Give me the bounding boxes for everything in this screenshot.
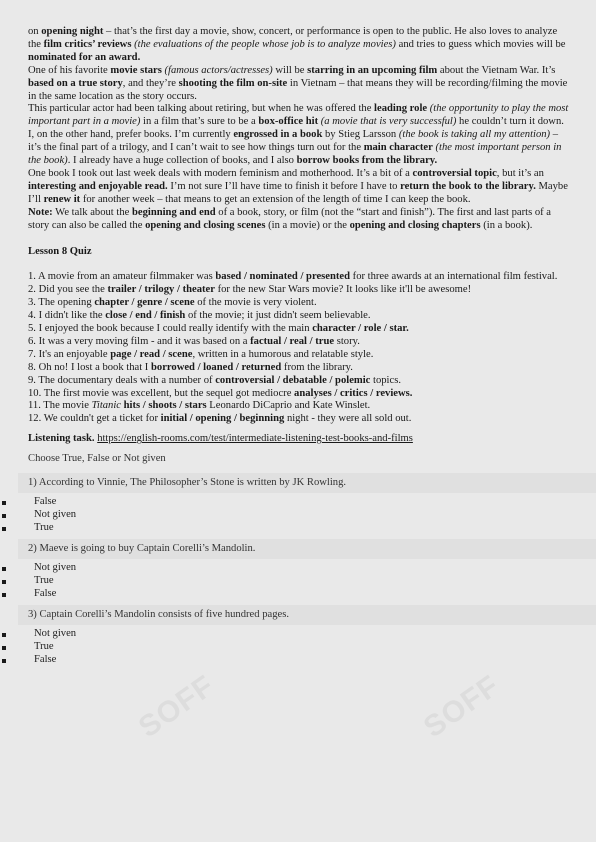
text-run: 2. Did you see the [28, 284, 108, 296]
text-run: I, on the other hand, prefer books. I’m currently [28, 129, 234, 141]
bold-term: beginning and end [132, 206, 216, 218]
answer-option[interactable]: Not given [26, 562, 570, 575]
text-run: 1. A movie from an amateur filmmaker was [28, 271, 216, 283]
text-run: 6. It was a very moving film - and it was based on a [28, 335, 251, 347]
intro-paragraph [28, 129, 570, 168]
bold-term: opening and closing chapters [349, 219, 481, 231]
quiz-item [28, 310, 570, 323]
option-list [28, 496, 570, 535]
bold-term: page / read / scene [110, 348, 193, 360]
text-run: . I already have a huge collection of books, and I also [67, 155, 297, 167]
text-run: , and they’re [122, 77, 179, 89]
option-list [28, 628, 570, 667]
text-run: – it’s the final part of a trilogy, and I can’t wait to see how things turn out for the [28, 129, 559, 154]
quiz-item [28, 297, 570, 310]
quiz-title: Lesson 8 Quiz [28, 245, 92, 257]
intro-paragraph [28, 103, 570, 129]
text-run: (in a book). [480, 219, 533, 231]
bold-term: starring in an upcoming film [307, 64, 438, 76]
text-run: Leonardo DiCaprio and Kate Winslet. [206, 400, 371, 412]
listening-line [28, 433, 570, 446]
text-run: 5. I enjoyed the book because I could really identify with the main [28, 323, 313, 335]
text-run: of the movie is very violent. [194, 297, 317, 309]
bold-term: shooting the film on-site [178, 77, 288, 89]
answer-option[interactable]: True [26, 522, 570, 535]
bold-term: return the book to the library. [400, 180, 536, 192]
bold-term: opening night [41, 26, 104, 37]
italic-gloss: Titanic [91, 400, 121, 412]
answer-option[interactable]: Not given [26, 628, 570, 641]
text-run: This particular actor had been talking about retiring, but when he was offered the [28, 103, 375, 115]
answer-option[interactable]: True [26, 641, 570, 654]
text-run: about the Vietnam War. It’s [437, 64, 556, 76]
quiz-item [28, 388, 570, 401]
bold-term: renew it [43, 193, 81, 205]
bold-term: factual / real / true [250, 335, 335, 347]
text-run: for the new Star Wars movie? It looks like it'll be awesome! [214, 284, 472, 296]
text-run: 9. The documentary deals with a number of [28, 374, 216, 386]
quiz-item [28, 336, 570, 349]
quiz-item [28, 284, 570, 297]
bold-term: film critics’ reviews [43, 38, 132, 50]
question-text: 1) According to Vinnie, The Philosopher’s Stone is written by JK Rowling. [18, 473, 596, 493]
watermark-logo [380, 660, 506, 770]
bold-term: box-office hit [258, 116, 319, 128]
text-run: I’m not sure I’ll have time to finish it before I have to [167, 180, 401, 192]
bold-term: Note: [28, 206, 53, 218]
quiz-item [28, 323, 570, 336]
questions-section [28, 473, 570, 667]
bold-term: close / end / finish [105, 310, 186, 322]
text-run: for another week – that means to get an extension of the length of time I can keep the book. [80, 193, 471, 205]
bold-term: initial / opening / beginning [160, 413, 285, 425]
question-text: 2) Maeve is going to buy Captain Corelli’s Mandolin. [18, 539, 596, 559]
bold-term: analyses / critics / reviews. [294, 387, 413, 399]
text-run: will be [272, 64, 308, 76]
text-run: he couldn’t turn it down. [456, 116, 564, 128]
intro-paragraph [28, 168, 570, 207]
text-run: night - they were all sold out. [284, 413, 412, 425]
intro-paragraph [28, 207, 570, 233]
bold-term: interesting and enjoyable read. [28, 180, 168, 192]
italic-gloss: (the most important person in the book) [28, 142, 562, 167]
answer-option[interactable]: False [26, 496, 570, 509]
quiz-item [28, 413, 570, 426]
listening-link[interactable]: https://english-rooms.com/test/intermediate-listening-test-books-and-films [97, 433, 413, 445]
text-run: 4. I didn't like the [28, 310, 106, 322]
quiz-item [28, 349, 570, 362]
text-run: from the library. [281, 361, 353, 373]
intro-paragraph [28, 26, 570, 65]
bold-term: engrossed in a book [233, 129, 323, 141]
answer-option[interactable]: True [26, 575, 570, 588]
italic-gloss: (the book is taking all my attention) [398, 129, 551, 141]
text-run: in Vietnam – that means they will be recording/filming the movie in the same location as the story occurs. [28, 77, 568, 102]
text-run: by Stieg Larsson [322, 129, 399, 141]
watermark-text: SOFF [417, 668, 506, 745]
text-run: , written in a humorous and relatable style. [192, 348, 374, 360]
bold-term: opening and closing scenes [145, 219, 266, 231]
text-run: and tries to guess which movies will be [395, 38, 566, 50]
text-run: 3. The opening [28, 297, 95, 309]
text-run: 11. The movie [28, 400, 92, 412]
text-run: One of his favorite [28, 64, 111, 76]
text-run: in a film that’s sure to be a [140, 116, 259, 128]
italic-gloss: (the opportunity to play the most important part in a movie) [28, 103, 569, 128]
listening-instruction: Choose True, False or Not given [28, 453, 166, 465]
text-run: of the movie; it just didn't seem believable. [185, 310, 371, 322]
italic-gloss: (famous actors/actresses) [164, 64, 273, 76]
option-list [28, 562, 570, 601]
quiz-item [28, 362, 570, 375]
text-run: Maybe I’ll [28, 180, 568, 205]
listening-label: Listening task. [28, 433, 95, 445]
answer-option[interactable]: Not given [26, 509, 570, 522]
text-run: 10. The first movie was excellent, but the sequel got mediocre [28, 387, 295, 399]
bold-term: movie stars [110, 64, 162, 76]
bold-term: based / nominated / presented [215, 271, 351, 283]
italic-gloss: (the evaluations of the people whose job is to analyze movies) [134, 38, 396, 50]
text-run: topics. [370, 374, 401, 386]
bold-term: main character [363, 142, 433, 154]
answer-option[interactable]: False [26, 654, 570, 667]
text-run: We talk about the [52, 206, 132, 218]
bold-term: borrow books from the library. [296, 155, 438, 167]
bold-term: hits / shoots / stars [123, 400, 207, 412]
bold-term: trailer / trilogy / theater [107, 284, 215, 296]
bold-term: borrowed / loaned / returned [151, 361, 282, 373]
text-run: on [28, 26, 42, 37]
bold-term: nominated for an award. [28, 51, 141, 63]
text-run: – that’s the first day a movie, show, concert, or performance is open to the public. He also loves to analyze the [28, 26, 558, 50]
text-run: 8. Oh no! I lost a book that I [28, 361, 151, 373]
text-run: of a book, story, or film (not the “start and finish”). The first and last parts of a story can also be called the [28, 206, 552, 231]
answer-option[interactable]: False [26, 588, 570, 601]
text-run: for three awards at an international film festival. [350, 271, 558, 283]
watermark-text: SOFF [132, 668, 221, 745]
bold-term: controversial / debatable / polemic [215, 374, 371, 386]
quiz-item [28, 271, 570, 284]
bold-term: character / role / star. [312, 323, 409, 335]
quiz-item [28, 375, 570, 388]
bold-term: based on a true story [28, 77, 123, 89]
intro-paragraph [28, 65, 570, 104]
text-run: , but it’s an [496, 167, 544, 179]
text-run: (in a movie) or the [265, 219, 350, 231]
text-run: 12. We couldn't get a ticket for [28, 413, 161, 425]
question-text: 3) Captain Corelli’s Mandolin consists of five hundred pages. [18, 605, 596, 625]
document-page [28, 26, 570, 671]
intro-section [28, 26, 570, 233]
text-run: story. [334, 335, 360, 347]
italic-gloss: (a movie that is very successful) [320, 116, 457, 128]
quiz-section [28, 271, 570, 426]
text-run: 7. It's an enjoyable [28, 348, 111, 360]
text-run: One book I took out last week deals with modern feminism and motherhood. It’s a bit of a [28, 167, 413, 179]
bold-term: chapter / genre / scene [94, 297, 195, 309]
quiz-item [28, 400, 570, 413]
bold-term: leading role [374, 103, 428, 115]
bold-term: controversial topic [412, 167, 497, 179]
watermark-logo [95, 660, 221, 770]
